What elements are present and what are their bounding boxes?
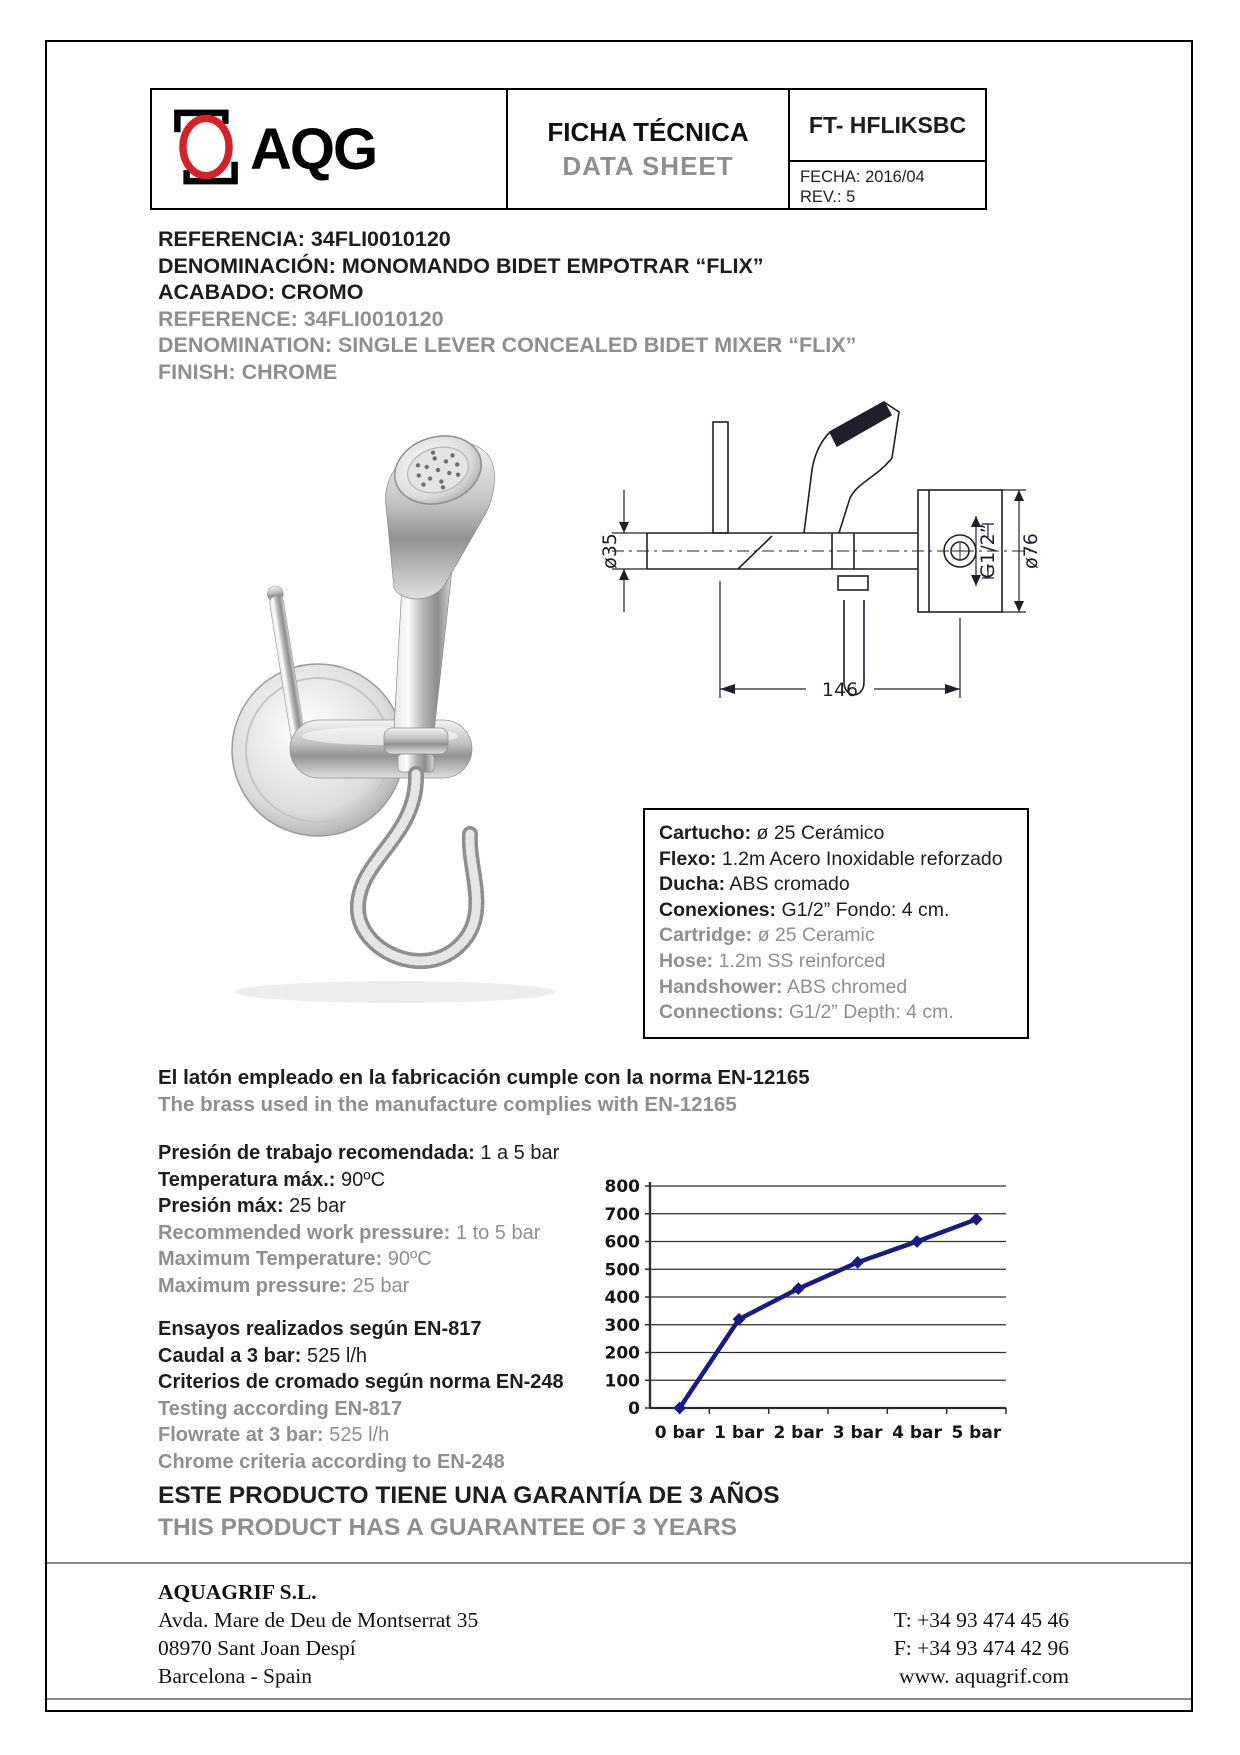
guarantee-en: THIS PRODUCT HAS A GUARANTEE OF 3 YEARS [158,1514,737,1541]
svg-text:2 bar: 2 bar [773,1423,824,1443]
address-line-1: Avda. Mare de Deu de Montserrat 35 [158,1608,479,1632]
spec-flexo: Flexo: 1.2m Acero Inoxidable reforzado [659,847,1003,870]
norm-statement [158,1064,858,1118]
svg-text:3 bar: 3 bar [832,1423,883,1443]
header-table [150,88,987,210]
svg-text:400: 400 [604,1288,640,1308]
doc-meta [790,162,985,208]
doc-rev: REV.: 5 [800,188,856,206]
phone-line: T: +34 93 474 45 46 [893,1608,1069,1632]
denominacion-es: DENOMINACIÓN: MONOMANDO BIDET EMPOTRAR “FLIX” [158,253,764,278]
title-en: DATA SHEET [562,150,734,181]
spec-hose: Hose: 1.2m SS reinforced [659,949,886,972]
dim-g12-label: G1/2” [977,523,999,579]
spec-ducha: Ducha: ABS cromado [659,873,850,896]
finish-en: FINISH: CHROME [158,359,338,384]
max-temp-en: Maximum Temperature: 90ºC [158,1248,432,1270]
document-title-cell [508,90,790,208]
svg-text:1 bar: 1 bar [714,1423,764,1443]
logo-wordmark: AQG [250,116,377,182]
testing-norm-es: Ensayos realizados según EN-817 [158,1318,482,1340]
flowrate-chart [598,1158,1018,1463]
title-es: FICHA TÉCNICA [547,116,749,147]
svg-text:0: 0 [628,1399,640,1419]
chrome-norm-en: Chrome criteria according to EN-248 [158,1450,505,1473]
guarantee-statement [158,1480,1058,1544]
address-line-2: 08970 Sant Joan Despí [158,1636,356,1660]
svg-text:4 bar: 4 bar [892,1423,942,1443]
svg-text:0 bar: 0 bar [654,1423,705,1443]
product-identification [158,226,998,385]
spec-handshower: Handshower: ABS chromed [659,975,908,998]
company-name: AQUAGRIF S.L. [158,1580,317,1604]
svg-text:300: 300 [604,1315,640,1336]
dim-diameter-35-label: ø35 [599,533,621,569]
svg-text:100: 100 [604,1371,640,1392]
svg-text:5 bar: 5 bar [951,1423,1002,1443]
max-pressure-en: Maximum pressure: 25 bar [158,1274,410,1297]
svg-text:600: 600 [604,1232,640,1253]
company-address [158,1578,478,1690]
chrome-norm-es: Criterios de cromado según norma EN-248 [158,1371,564,1393]
company-contact [894,1606,1069,1690]
footer [47,1562,1191,1700]
max-pressure-es: Presión máx: 25 bar [158,1195,346,1217]
spec-conexiones: Conexiones: G1/2” Fondo: 4 cm. [659,898,950,921]
dim-diameter-76-label: ø76 [1020,533,1042,569]
guarantee-es: ESTE PRODUCTO TIENE UNA GARANTÍA DE 3 AÑOS [158,1482,780,1509]
address-line-3: Barcelona - Spain [158,1664,313,1688]
testing-norm-en: Testing according EN-817 [158,1397,403,1420]
svg-text:500: 500 [604,1260,640,1281]
svg-text:200: 200 [604,1343,640,1364]
website-line: www. aquagrif.com [899,1664,1069,1688]
norm-es: El latón empleado en la fabricación cumple con la norma EN-12165 [158,1066,810,1089]
norm-en: The brass used in the manufacture complies with EN-12165 [158,1093,737,1116]
dim-146-label: 146 [821,679,859,701]
spec-cartucho: Cartucho: ø 25 Cerámico [659,822,885,844]
acabado-es: ACABADO: CROMO [158,280,364,304]
work-pressure-es: Presión de trabajo recomendada: 1 a 5 bar [158,1142,560,1164]
technical-drawing [592,386,1042,731]
aqg-logo-icon [170,104,242,195]
doc-code-cell [790,90,985,208]
denomination-en: DENOMINATION: SINGLE LEVER CONCEALED BIDET MIXER “FLIX” [158,333,857,357]
product-photo [150,398,620,1010]
svg-text:700: 700 [604,1204,640,1225]
spec-connections: Connections: G1/2” Depth: 4 cm. [659,1001,954,1024]
reference-en: REFERENCE: 34FLI0010120 [158,306,444,331]
spec-cartridge: Cartridge: ø 25 Ceramic [659,924,875,947]
flowrate-es: Caudal a 3 bar: 525 l/h [158,1344,367,1367]
logo-cell [152,90,508,208]
flowrate-en: Flowrate at 3 bar: 525 l/h [158,1424,390,1446]
work-pressure-en: Recommended work pressure: 1 to 5 bar [158,1221,541,1244]
max-temp-es: Temperatura máx.: 90ºC [158,1168,386,1191]
doc-code: FT- HFLIKSBC [790,90,985,162]
doc-date: FECHA: 2016/04 [800,168,925,186]
fax-line: F: +34 93 474 42 96 [893,1636,1069,1660]
specifications-box [643,808,1029,1039]
referencia-es: REFERENCIA: 34FLI0010120 [158,227,451,251]
svg-text:800: 800 [604,1177,640,1197]
